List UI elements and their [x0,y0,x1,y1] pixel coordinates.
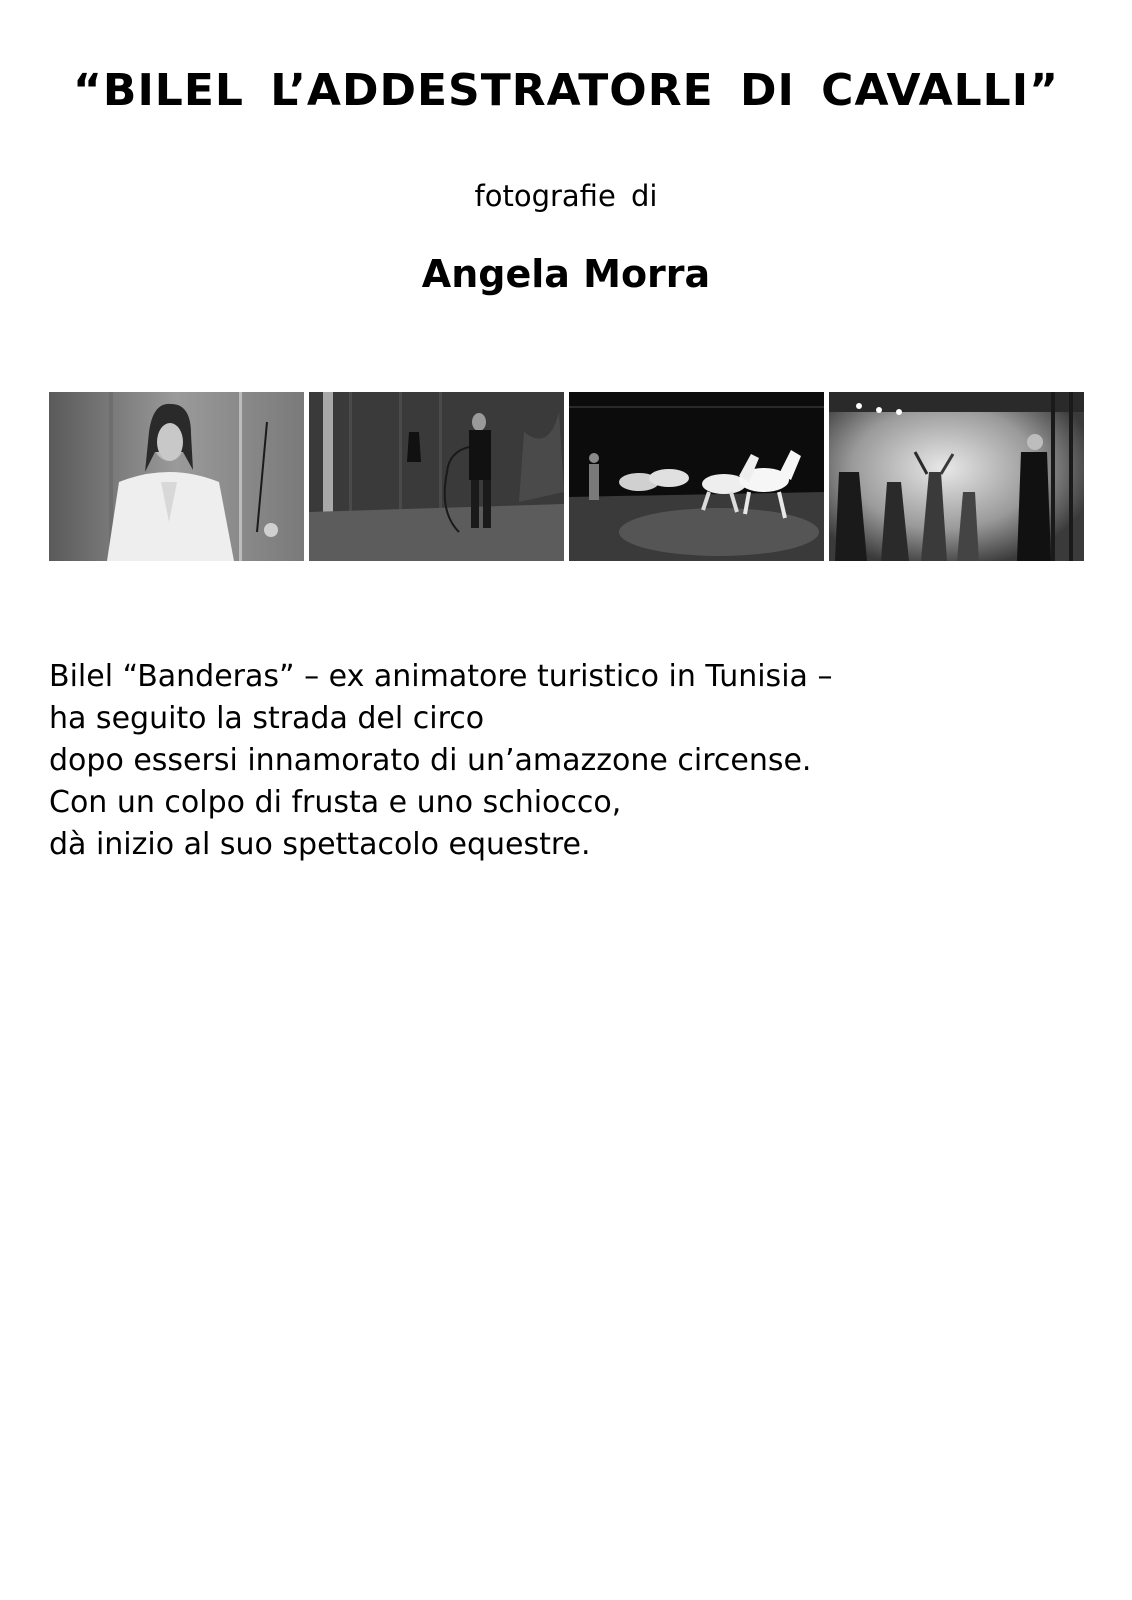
description-line: Bilel “Banderas” – ex animatore turistico in Tunisia – [49,659,833,694]
description-line: ha seguito la strada del circo [49,701,485,736]
byline: fotografie di [474,179,658,213]
author-name: Angela Morra [421,252,711,296]
performers-photo [829,392,1084,561]
portrait-photo [49,392,304,561]
document-title: “BILEL L’ADDESTRATORE DI CAVALLI” [72,65,1059,117]
description-line: Con un colpo di frusta e uno schiocco, [49,785,622,820]
description-line: dà inizio al suo spettacolo equestre. [49,827,591,862]
trainer-photo [309,392,564,561]
horses-photo [569,392,824,561]
description-line: dopo essersi innamorato di un’amazzone circense. [49,743,812,778]
description-text [49,656,1049,866]
photo-strip [49,392,1084,561]
